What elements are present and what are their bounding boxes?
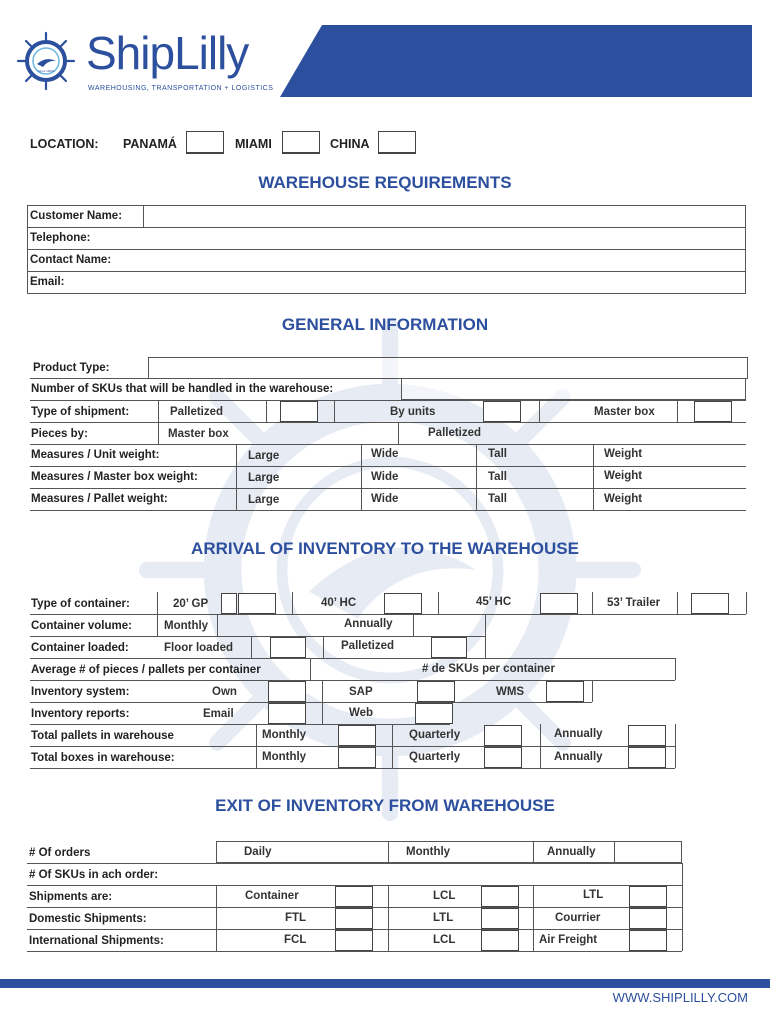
domestic-ltl-checkbox[interactable] [481,908,519,929]
product-type-input[interactable] [148,357,748,379]
inventory-reports-label: Inventory reports: [31,708,130,720]
container-53trailer-label: 53’ Trailer [607,597,661,609]
logo-emblem-text: Since 1960s [37,69,55,73]
boxes-monthly-label: Monthly [262,751,307,763]
boxes-quarterly-label: Quarterly [409,751,461,763]
orders-monthly-label[interactable]: Monthly [406,846,451,858]
international-lcl-checkbox[interactable] [481,930,519,951]
container-volume-label: Container volume: [31,620,132,632]
inventory-system-label: Inventory system: [31,686,130,698]
system-own-label: Own [212,686,237,698]
shipment-palletized-checkbox[interactable] [280,401,318,422]
boxes-quarterly-checkbox[interactable] [484,747,522,768]
pieces-by-label: Pieces by: [31,428,88,440]
system-sap-label: SAP [349,686,373,698]
measures-unit-large[interactable]: Large [248,450,280,462]
pallets-annually-checkbox[interactable] [628,725,666,746]
sku-count-label: Number of SKUs that will be handled in the warehouse: [31,383,334,395]
general-information-title: GENERAL INFORMATION [281,315,489,334]
system-wms-checkbox[interactable] [546,681,584,702]
domestic-ltl-label: LTL [433,912,454,924]
telephone-input[interactable] [120,228,745,248]
email-input[interactable] [80,272,745,292]
exit-container-checkbox[interactable] [335,886,373,907]
container-40hc-checkbox[interactable] [384,593,422,614]
customer-name-label: Customer Name: [30,210,123,222]
volume-monthly-label[interactable]: Monthly [164,620,209,632]
measures-unit-wide[interactable]: Wide [371,448,399,460]
average-pieces-label: Average # of pieces / pallets per container [31,664,261,676]
shipment-master-box-checkbox[interactable] [694,401,732,422]
total-pallets-label: Total pallets in warehouse [31,730,174,742]
container-20gp-checkbox[interactable] [221,593,237,614]
arrival-title: ARRIVAL OF INVENTORY TO THE WAREHOUSE [191,539,579,558]
ship-wheel-logo-icon [12,30,84,92]
footer-bar [0,979,770,988]
exit-lcl-checkbox[interactable] [481,886,519,907]
orders-annually-label[interactable]: Annually [547,846,596,858]
measures-unit-weight[interactable]: Weight [604,448,643,460]
location-china-checkbox[interactable] [378,131,416,154]
container-45hc-checkbox[interactable] [540,593,578,614]
brand-tagline: WAREHOUSING, TRANSPORTATION + LOGISTICS [88,85,274,92]
container-loaded-label: Container loaded: [31,642,129,654]
international-lcl-label: LCL [433,934,456,946]
skus-each-order-label: # Of SKUs in ach order: [29,869,159,881]
location-miami-checkbox[interactable] [282,131,320,154]
shipment-by-units-checkbox[interactable] [483,401,521,422]
report-email-label: Email [203,708,234,720]
domestic-courrier-label: Courrier [555,912,601,924]
shipment-master-box-label: Master box [594,406,655,418]
international-air-freight-checkbox[interactable] [629,930,667,951]
location-china-label: CHINA [330,137,370,151]
brand-name: ShipLilly [86,27,249,79]
container-type-label: Type of container: [31,598,130,610]
international-shipments-label: International Shipments: [29,935,164,947]
shipments-are-label: Shipments are: [29,891,113,903]
international-air-freight-label: Air Freight [539,934,598,946]
measures-pallet-tall[interactable]: Tall [488,493,507,505]
shipment-palletized-label: Palletized [170,406,224,418]
product-type-label: Product Type: [33,362,110,374]
loaded-floor-checkbox[interactable] [270,637,306,658]
container-20gp-box[interactable] [238,593,276,614]
container-45hc-label: 45’ HC [476,596,512,608]
boxes-annually-checkbox[interactable] [628,747,666,768]
orders-label: # Of orders [29,847,91,859]
measures-unit-label: Measures / Unit weight: [31,449,160,461]
shipment-type-label: Type of shipment: [31,406,130,418]
system-own-checkbox[interactable] [268,681,306,702]
international-fcl-label: FCL [284,934,307,946]
domestic-shipments-label: Domestic Shipments: [29,913,147,925]
loaded-palletized-checkbox[interactable] [431,637,467,658]
measures-master-box-label: Measures / Master box weight: [31,471,198,483]
location-panama-checkbox[interactable] [186,131,224,154]
system-wms-label: WMS [496,686,525,698]
pieces-palletized-label: Palletized [428,427,482,439]
volume-annually-label[interactable]: Annually [344,618,393,630]
de-skus-label: # de SKUs per container [422,663,555,675]
report-web-checkbox[interactable] [415,703,453,724]
location-label: LOCATION: [30,137,99,151]
pallets-quarterly-checkbox[interactable] [484,725,522,746]
telephone-label: Telephone: [30,232,91,244]
domestic-ftl-label: FTL [285,912,307,924]
exit-container-label: Container [245,890,299,902]
container-40hc-label: 40’ HC [321,597,357,609]
exit-lcl-label: LCL [433,890,456,902]
shipment-by-units-label: By units [390,406,436,418]
boxes-monthly-checkbox[interactable] [338,747,376,768]
location-panama-label: PANAMÁ [123,137,177,151]
report-email-checkbox[interactable] [268,703,306,724]
container-20gp-label: 20’ GP [173,598,209,610]
system-sap-checkbox[interactable] [417,681,455,702]
exit-title: EXIT OF INVENTORY FROM WAREHOUSE [215,796,555,815]
customer-name-input[interactable] [144,206,745,226]
pallets-annually-label: Annually [554,728,603,740]
container-53trailer-checkbox[interactable] [691,593,729,614]
measures-master-box-tall[interactable]: Tall [488,471,507,483]
measures-unit-tall[interactable]: Tall [488,448,507,460]
exit-ltl-label: LTL [583,889,604,901]
measures-pallet-label: Measures / Pallet weight: [31,493,168,505]
measures-master-box-weight[interactable]: Weight [604,470,643,482]
warehouse-requirements-title: WAREHOUSE REQUIREMENTS [258,173,512,192]
measures-pallet-large[interactable]: Large [248,494,280,506]
measures-pallet-weight[interactable]: Weight [604,493,643,505]
loaded-floor-label: Floor loaded [164,642,233,654]
pallets-quarterly-label: Quarterly [409,729,461,741]
orders-daily-label[interactable]: Daily [244,846,272,858]
contact-name-label: Contact Name: [30,254,112,266]
measures-pallet-wide[interactable]: Wide [371,493,399,505]
total-boxes-label: Total boxes in warehouse: [31,752,175,764]
location-miami-label: MIAMI [235,137,272,151]
measures-master-box-large[interactable]: Large [248,472,280,484]
email-label: Email: [30,276,65,288]
website-link[interactable]: WWW.SHIPLILLY.COM [612,990,748,1005]
boxes-annually-label: Annually [554,751,603,763]
report-web-label: Web [349,707,374,719]
sku-count-input[interactable] [401,378,746,400]
exit-ltl-checkbox[interactable] [629,886,667,907]
measures-master-box-wide[interactable]: Wide [371,471,399,483]
domestic-ftl-checkbox[interactable] [335,908,373,929]
loaded-palletized-label: Palletized [341,640,395,652]
pallets-monthly-checkbox[interactable] [338,725,376,746]
domestic-courrier-checkbox[interactable] [629,908,667,929]
pieces-master-box-label: Master box [168,428,229,440]
pallets-monthly-label: Monthly [262,729,307,741]
international-fcl-checkbox[interactable] [335,930,373,951]
header-band [280,25,752,97]
contact-name-input[interactable] [130,250,745,270]
